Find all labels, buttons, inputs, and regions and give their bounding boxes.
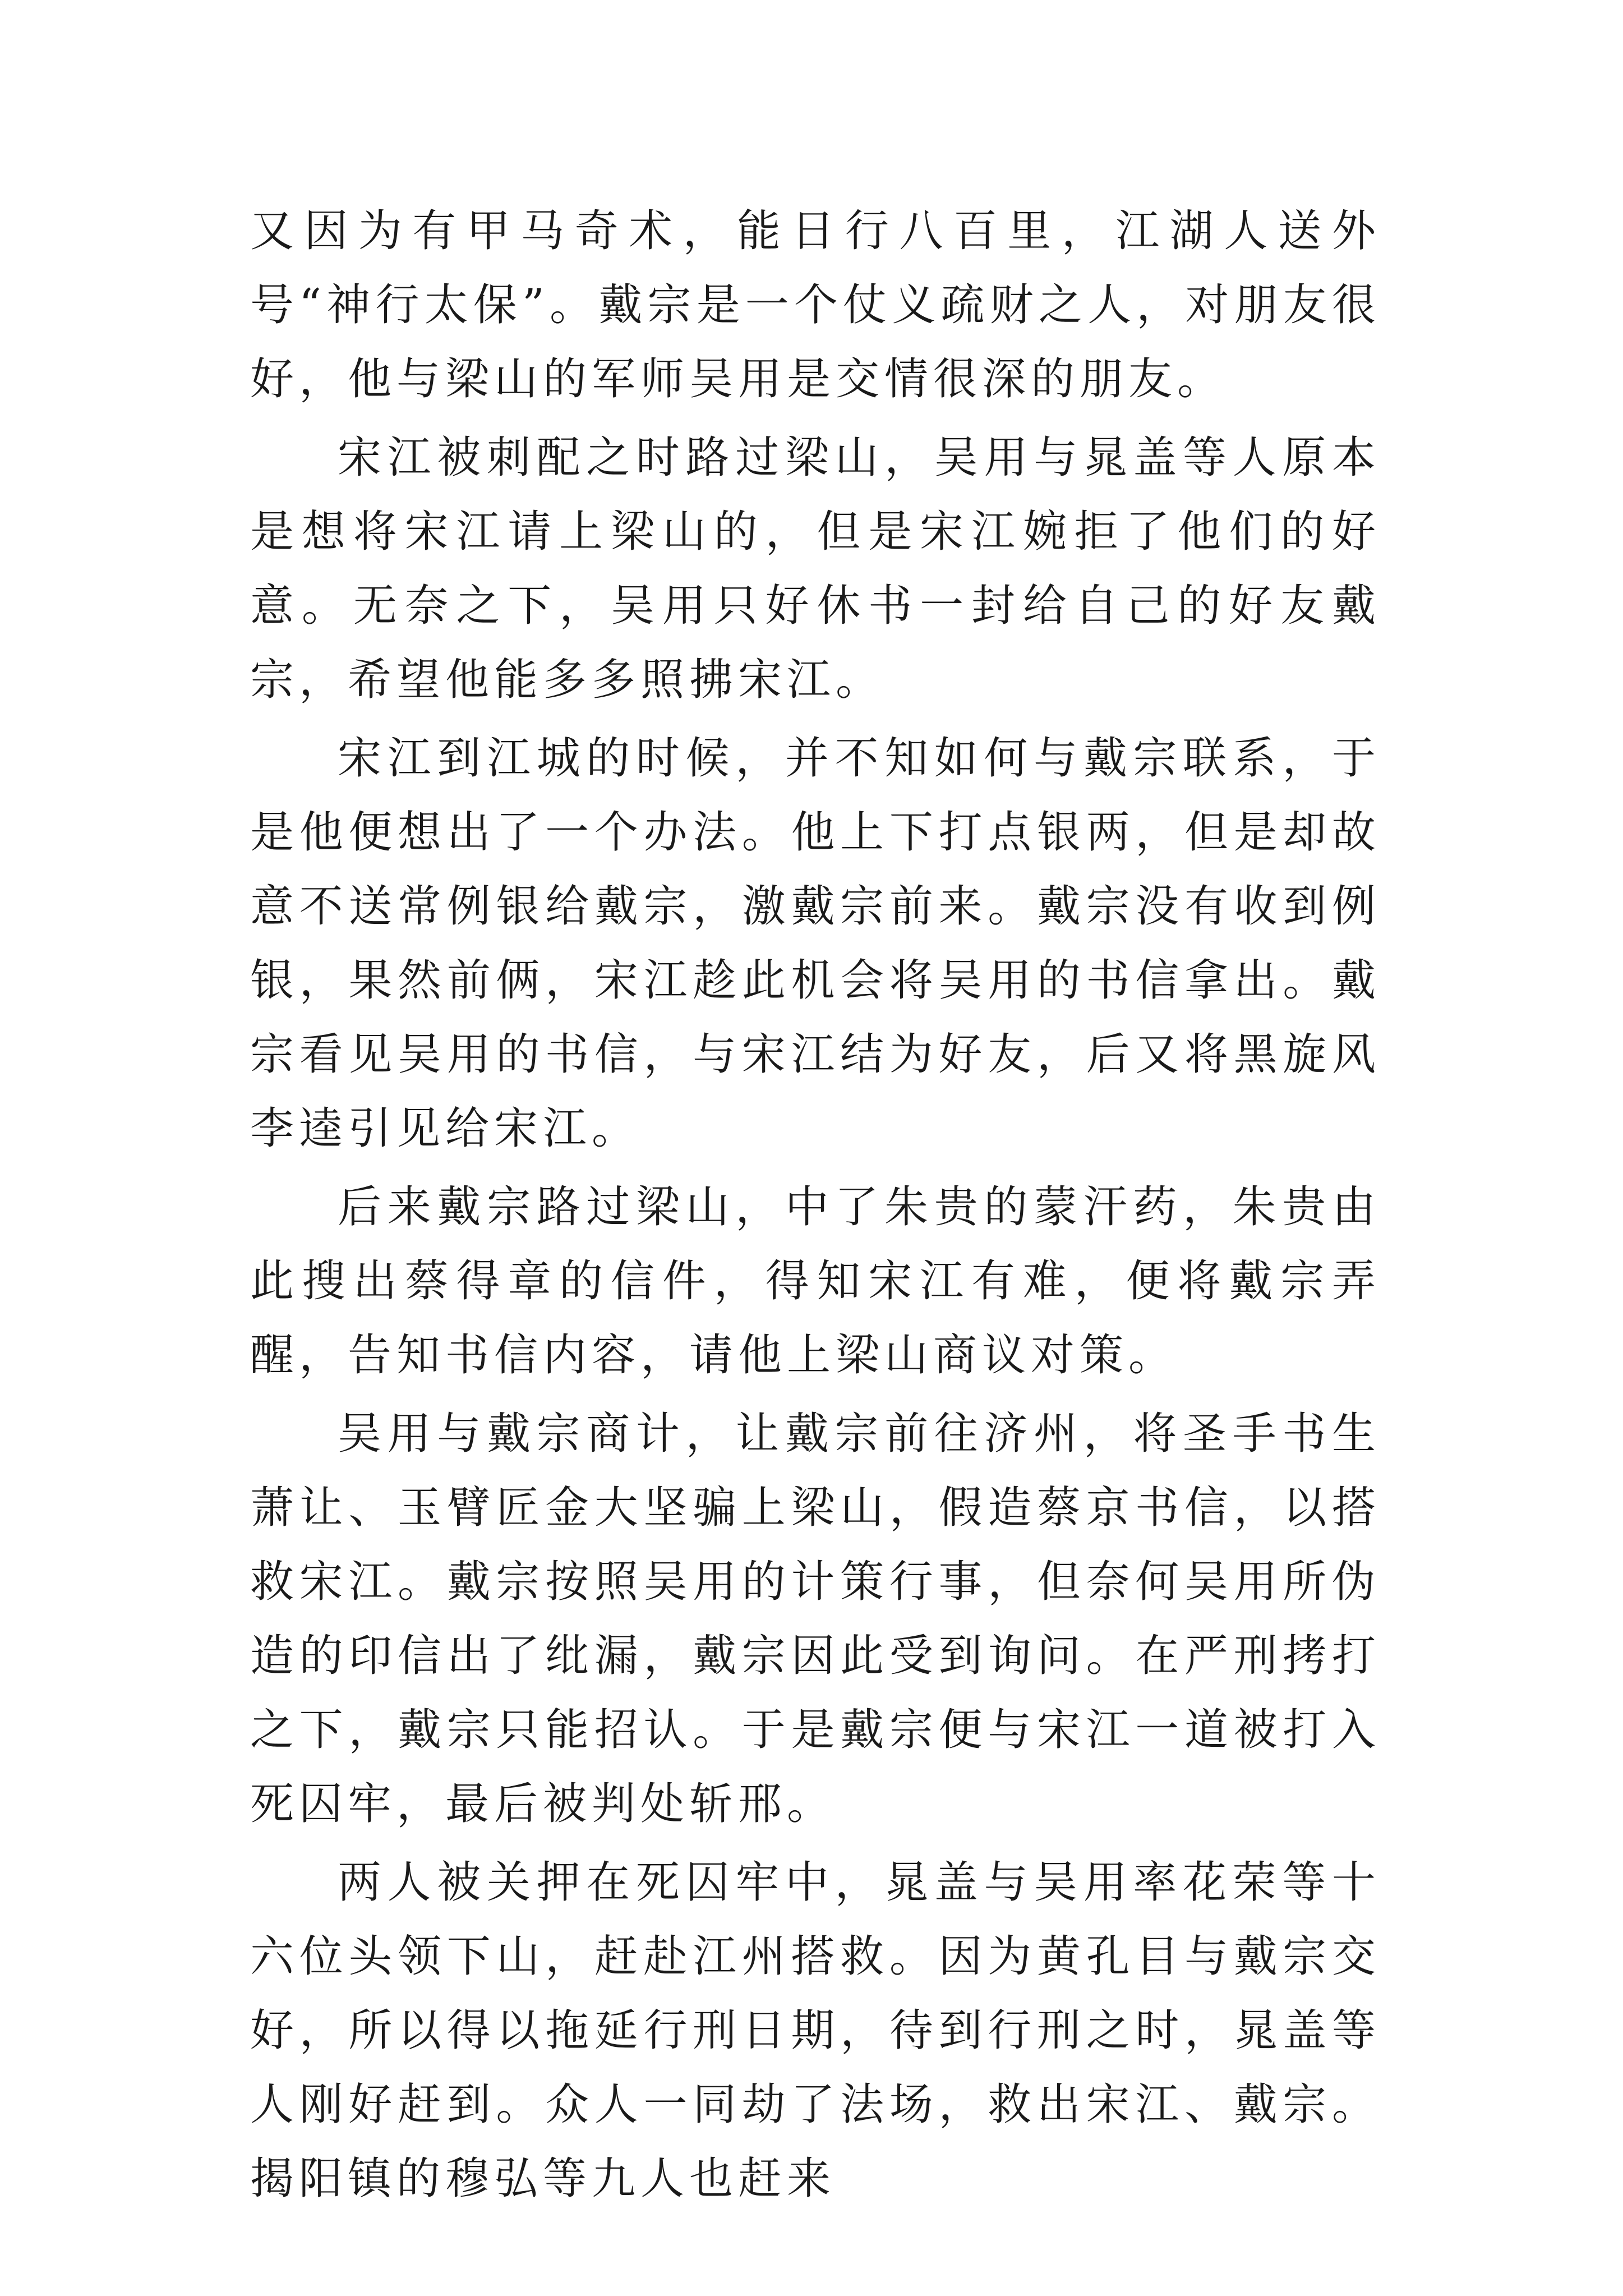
paragraph: 后来戴宗路过梁山，中了朱贵的蒙汗药，朱贵由此搜出蔡得章的信件，得知宋江有难，便将戴宗弄醒，告知书信内容，请他上梁山商议对策。 xyxy=(250,1182,1381,1381)
paragraph-continuation: 又因为有甲马奇术，能日行八百里，江湖人送外号“神行太保”。戴宗是一个仗义疏财之人，对朋友很好，他与梁山的军师吴用是交情很深的朋友。 xyxy=(250,206,1381,404)
document-body xyxy=(250,194,1381,2216)
paragraph: 宋江被刺配之时路过梁山，吴用与晁盖等人原本是想将宋江请上梁山的，但是宋江婉拒了他们的好意。无奈之下，吴用只好休书一封给自己的好友戴宗，希望他能多多照拂宋江。 xyxy=(250,432,1381,705)
paragraph: 两人被关押在死囚牢中，晁盖与吴用率花荣等十六位头领下山，赶赴江州搭救。因为黄孔目与戴宗交好，所以得以拖延行刑日期，待到行刑之时，晁盖等人刚好赶到。众人一同劫了法场，救出宋江、戴宗。揭阳镇的穆弘等九人也赶来 xyxy=(250,1857,1381,2204)
paragraph: 宋江到江城的时候，并不知如何与戴宗联系，于是他便想出了一个办法。他上下打点银两，但是却故意不送常例银给戴宗，激戴宗前来。戴宗没有收到例银，果然前俩，宋江趁此机会将吴用的书信拿出。戴宗看见吴用的书信，与宋江结为好友，后又将黑旋风李逵引见给宋江。 xyxy=(250,733,1381,1154)
paragraph: 吴用与戴宗商计，让戴宗前往济州，将圣手书生萧让、玉臂匠金大坚骗上梁山，假造蔡京书信，以搭救宋江。戴宗按照吴用的计策行事，但奈何吴用所伪造的印信出了纰漏，戴宗因此受到询问。在严刑拷打之下，戴宗只能招认。于是戴宗便与宋江一道被打入死囚牢，最后被判处斩邢。 xyxy=(250,1409,1381,1829)
